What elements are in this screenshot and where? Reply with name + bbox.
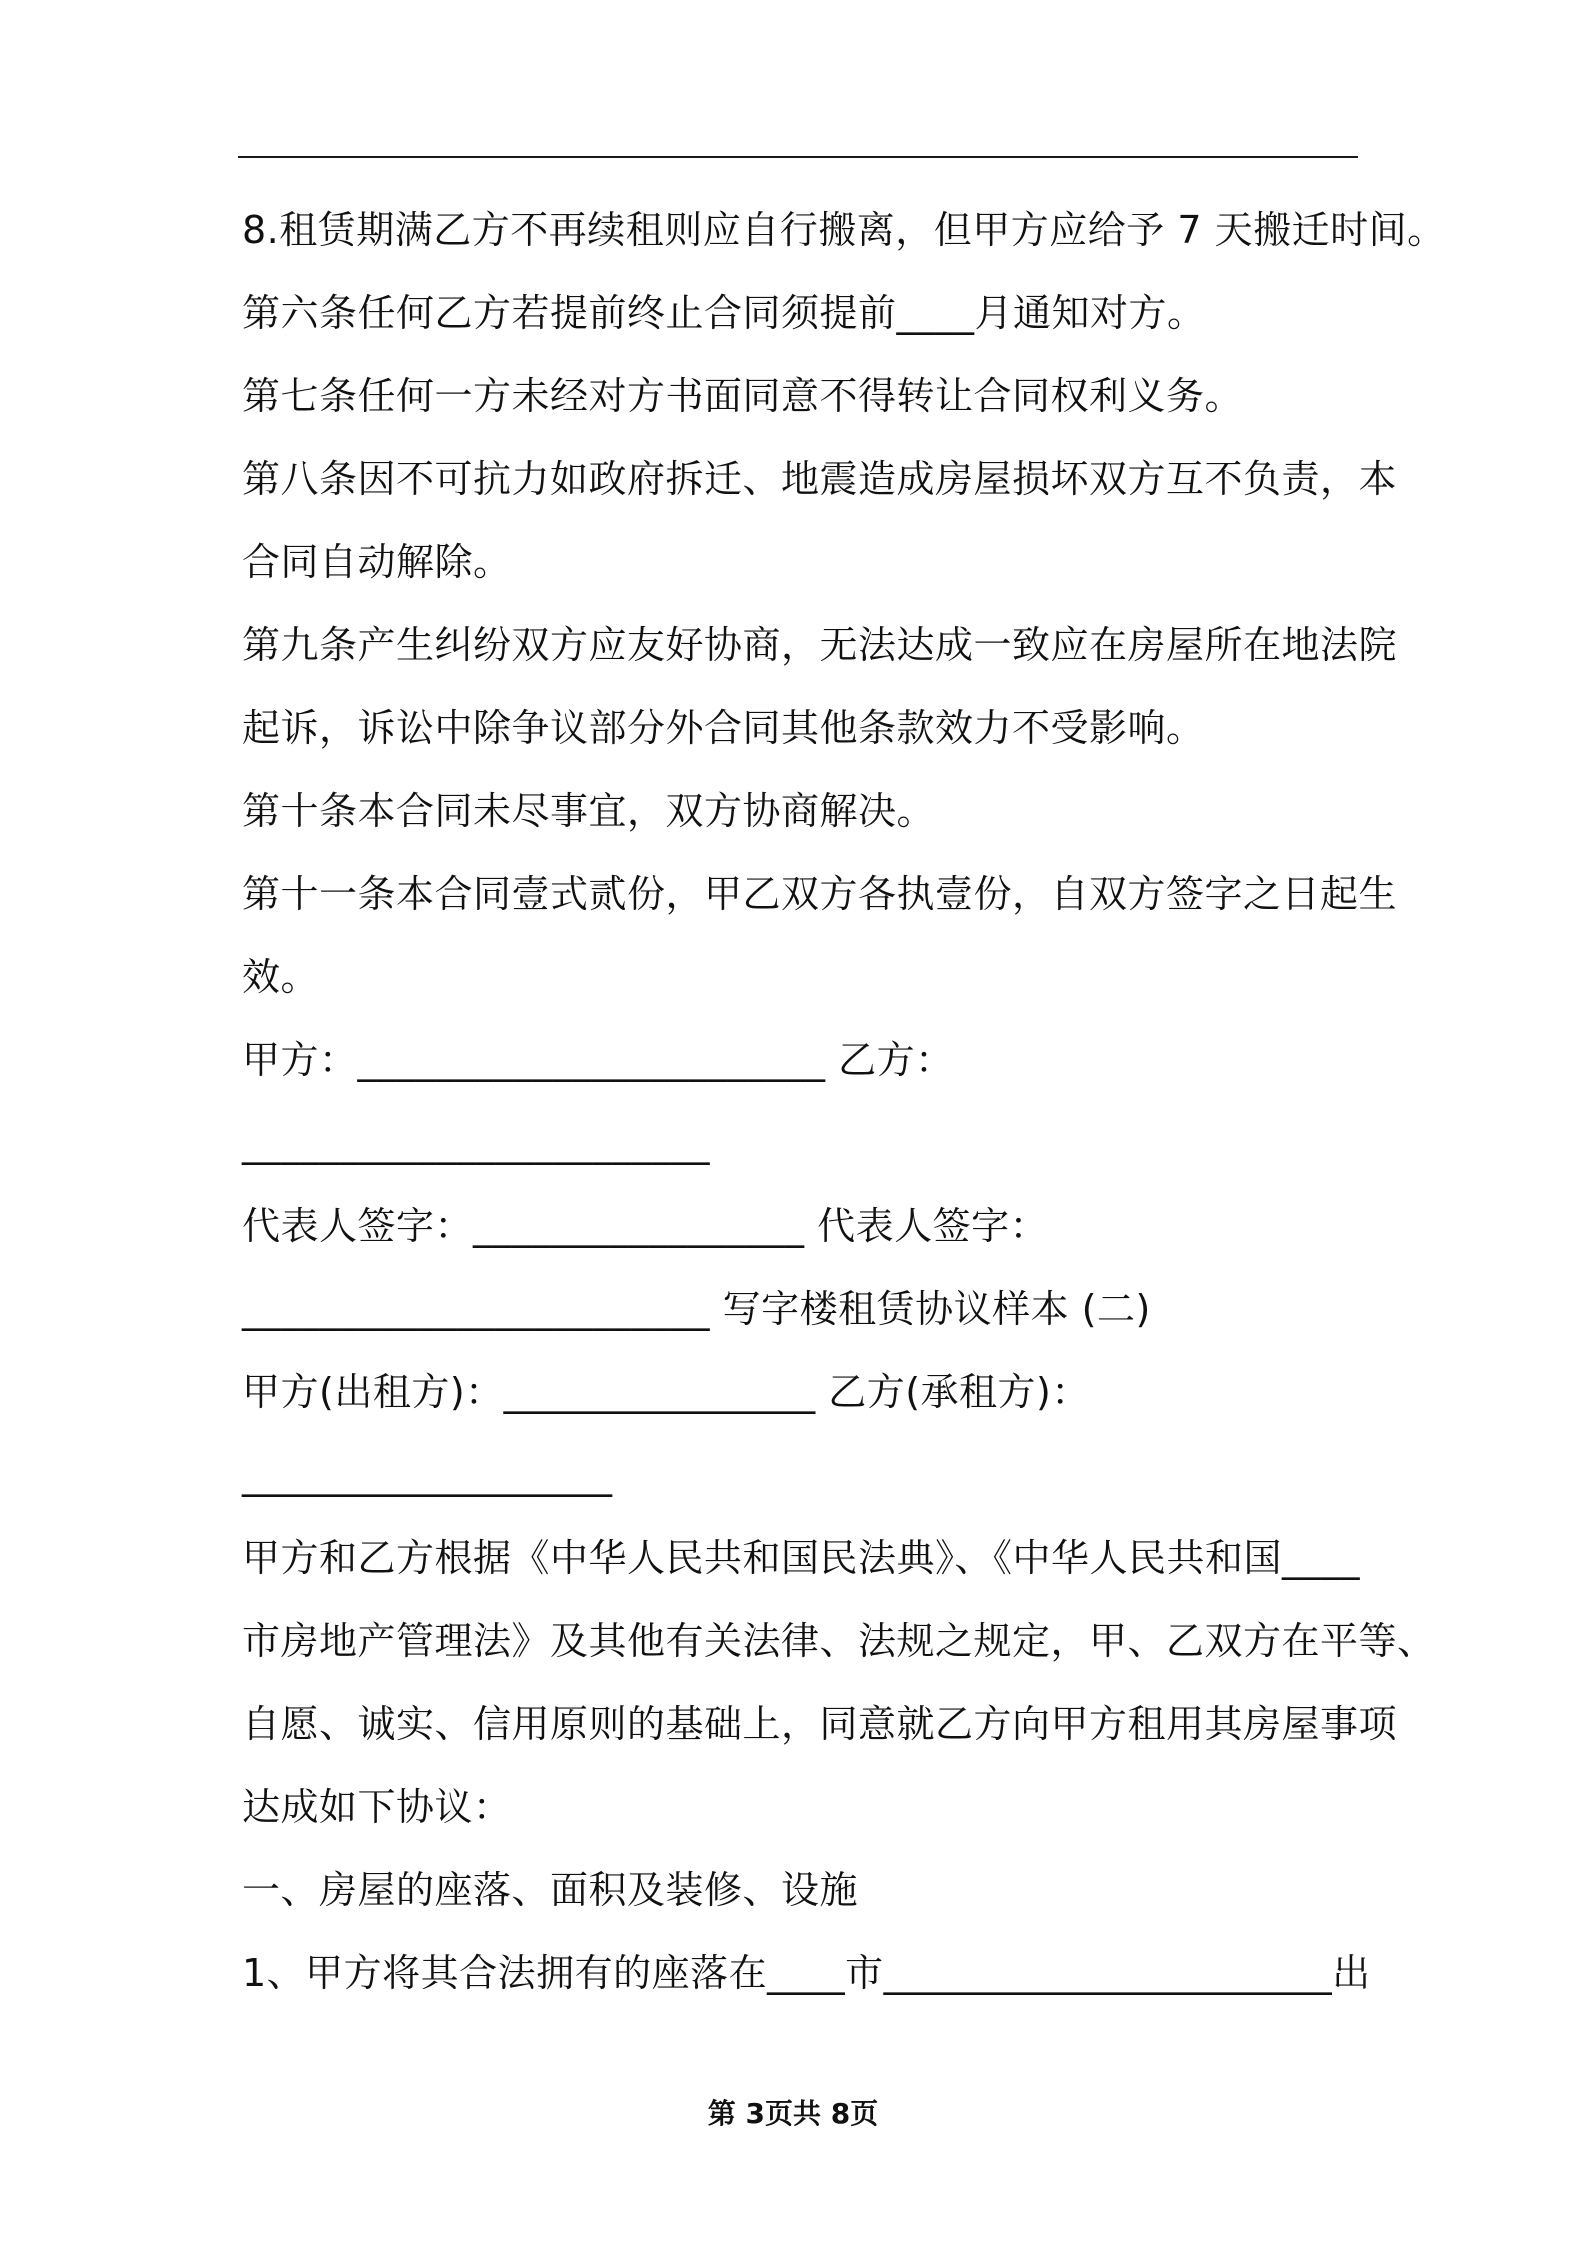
body-line-20: 达成如下协议： <box>242 1785 512 1829</box>
party-line-lessor: 甲方(出租方)：________________ 乙方(承租方)： <box>242 1370 1090 1414</box>
body-line-22: 1、甲方将其合法拥有的座落在____市_______________________出 <box>242 1951 1371 1995</box>
section-heading: 一、房屋的座落、面积及装修、设施 <box>242 1868 859 1912</box>
body-line-3: 第七条任何一方未经对方书面同意不得转让合同权利义务。 <box>242 374 1244 418</box>
body-line-9: 第十一条本合同壹式贰份，甲乙双方各执壹份，自双方签字之日起生 <box>242 872 1398 916</box>
body-line-1: 8.租赁期满乙方不再续租则应自行搬离，但甲方应给予 7 天搬迁时间。 <box>242 208 1446 252</box>
header-rule <box>238 156 1358 158</box>
body-line-17: 甲方和乙方根据《中华人民共和国民法典》、《中华人民共和国____ <box>242 1536 1361 1580</box>
signature-line-sample-title: ________________________ 写字楼租赁协议样本 (二) <box>242 1287 1151 1331</box>
body-line-2: 第六条任何乙方若提前终止合同须提前____月通知对方。 <box>242 291 1206 335</box>
signature-line-representative: 代表人签字：_________________ 代表人签字： <box>242 1204 1049 1248</box>
body-line-6: 第九条产生纠纷双方应友好协商，无法达成一致应在房屋所在地法院 <box>242 623 1398 667</box>
signature-line-party-b: ________________________ <box>242 1121 710 1165</box>
page-number-footer: 第 3页共 8页 <box>707 2097 879 2130</box>
party-line-lessee: ___________________ <box>242 1453 613 1497</box>
signature-line-party-a: 甲方：________________________ 乙方： <box>242 1038 954 1082</box>
body-line-7: 起诉，诉讼中除争议部分外合同其他条款效力不受影响。 <box>242 706 1205 750</box>
body-line-5: 合同自动解除。 <box>242 540 512 584</box>
body-line-8: 第十条本合同未尽事宜，双方协商解决。 <box>242 789 936 833</box>
body-line-18: 市房地产管理法》及其他有关法律、法规之规定，甲、乙双方在平等、 <box>242 1619 1436 1663</box>
body-line-10: 效。 <box>242 955 320 999</box>
body-line-19: 自愿、诚实、信用原则的基础上，同意就乙方向甲方租用其房屋事项 <box>242 1702 1398 1746</box>
body-line-4: 第八条因不可抗力如政府拆迁、地震造成房屋损坏双方互不负责，本 <box>242 457 1398 501</box>
